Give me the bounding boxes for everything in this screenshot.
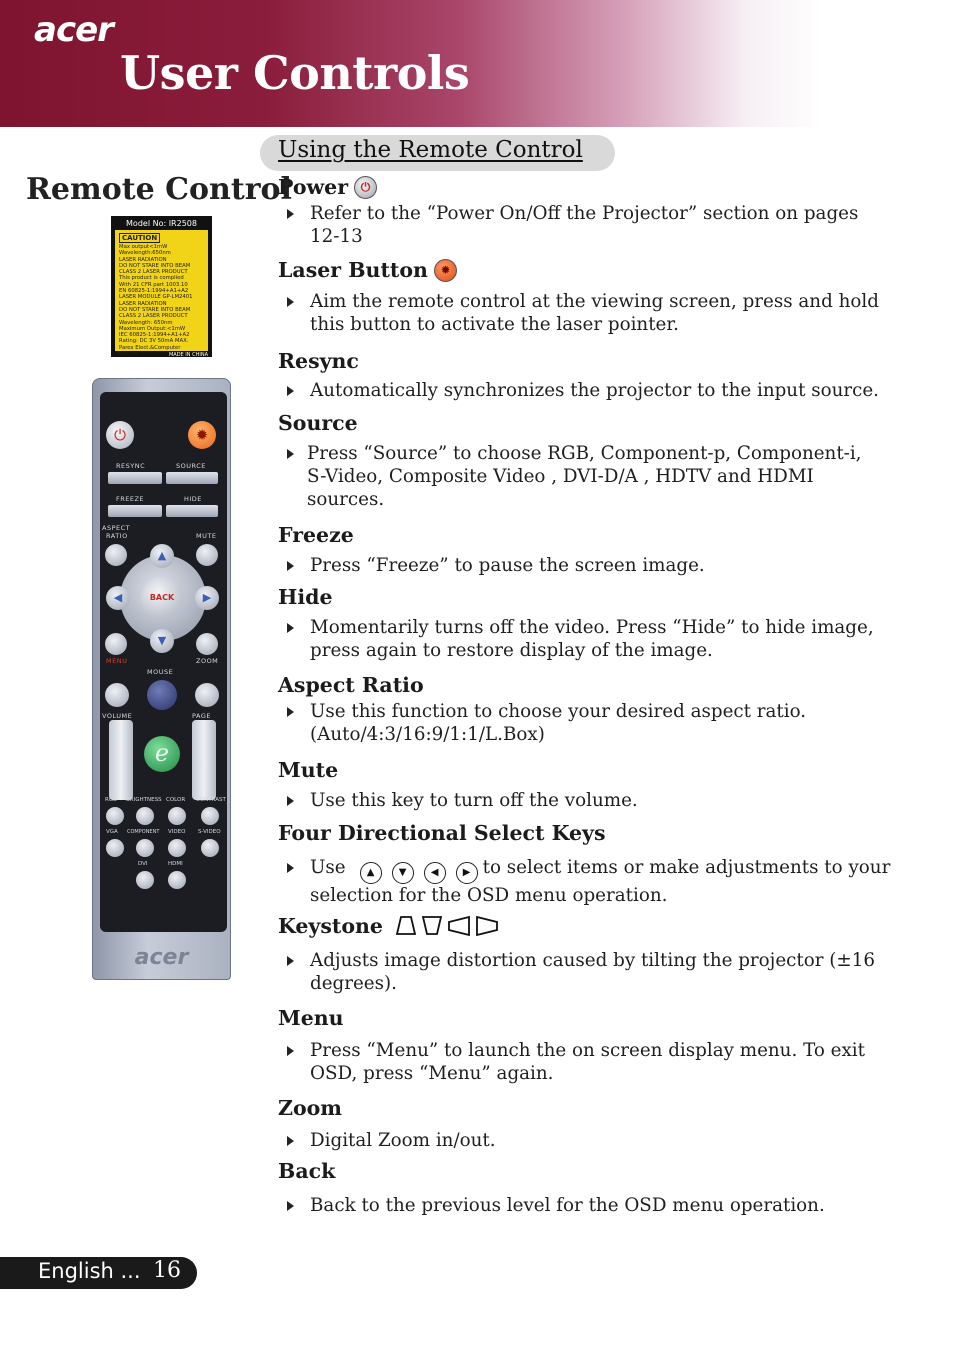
remote-svideo-button	[201, 839, 219, 857]
bullet-icon	[287, 561, 294, 571]
remote-resync-button	[108, 472, 162, 484]
item-description	[278, 202, 898, 248]
item-text: S-Video, Composite Video , DVI-D/A , HDTV and HDMI	[307, 466, 814, 487]
item-description	[278, 442, 898, 511]
remote-mute-label: MUTE	[196, 532, 217, 540]
section-tab	[260, 135, 615, 171]
remote-control-heading: Remote Control	[26, 172, 292, 207]
remote-freeze-label: FREEZE	[116, 495, 145, 503]
item-text: 12-13	[310, 226, 363, 247]
bullet-icon	[287, 297, 294, 307]
item-description	[278, 616, 898, 662]
label-line: Parex Elect.&Computer	[119, 344, 181, 351]
label-line: LASER RADIATION	[119, 300, 167, 307]
remote-ratio-label: RATIO	[106, 532, 128, 540]
remote-color-label: COLOR	[166, 797, 186, 803]
remote-empowering-key: e	[144, 736, 180, 772]
item-description	[278, 290, 898, 336]
bullet-icon	[287, 707, 294, 717]
item-power	[278, 172, 898, 248]
item-text: Adjusts image distortion caused by tilting the projector (±16	[310, 950, 876, 971]
remote-down-button: ▼	[150, 629, 174, 653]
item-text: OSD, press “Menu” again.	[310, 1063, 554, 1084]
item-text: Back to the previous level for the OSD menu operation.	[310, 1195, 825, 1216]
keystone-left-icon	[447, 916, 471, 936]
remote-dvi-label: DVI	[138, 861, 148, 867]
bullet-icon	[287, 796, 294, 806]
remote-source-button	[166, 472, 218, 484]
item-mute	[278, 755, 898, 812]
item-title-text: Resync	[278, 349, 359, 373]
item-title	[278, 1003, 898, 1033]
remote-brightness-button	[136, 807, 154, 825]
bullet-icon	[287, 209, 294, 219]
item-description	[278, 554, 898, 577]
item-source	[278, 408, 898, 511]
remote-page-label: PAGE	[192, 712, 211, 720]
item-description	[278, 949, 898, 995]
label-origin: MADE IN CHINA	[168, 352, 208, 358]
bullet-icon	[287, 1201, 294, 1211]
item-title-text: Menu	[278, 1006, 344, 1030]
bullet-icon	[287, 449, 294, 459]
item-text: (Auto/4:3/16:9/1:1/L.Box)	[310, 724, 545, 745]
left-arrow-icon: ◀	[424, 862, 446, 884]
remote-mouse-button	[147, 680, 177, 710]
label-line: CLASS 2 LASER PRODUCT	[119, 313, 188, 320]
label-line: Maximum Output:<1mW	[119, 325, 186, 332]
item-back	[278, 1156, 898, 1217]
item-text: to select items or make adjustments to your	[482, 857, 891, 878]
remote-rgb-button	[106, 807, 124, 825]
remote-mute-button	[196, 544, 218, 566]
label-line: Max output<1mW	[119, 244, 168, 250]
remote-vga-button	[106, 839, 124, 857]
remote-hdmi-button	[168, 871, 186, 889]
keystone-right-icon	[475, 916, 499, 936]
item-title	[278, 520, 898, 550]
bullet-icon	[287, 863, 294, 873]
remote-power-button: ⏻	[106, 421, 134, 449]
remote-mouse-right-button	[195, 683, 219, 707]
bullet-icon	[287, 1136, 294, 1146]
remote-zoom-label: ZOOM	[196, 657, 219, 665]
item-description	[278, 1039, 898, 1085]
remote-svideo-label: S-VIDEO	[198, 829, 221, 835]
item-text: Use this key to turn off the volume.	[310, 790, 638, 811]
bullet-icon	[287, 1046, 294, 1056]
item-title-text: Mute	[278, 758, 339, 782]
item-title-text: Keystone	[278, 914, 383, 938]
bullet-icon	[287, 956, 294, 966]
remote-acer-logo: acer	[134, 945, 189, 970]
item-hide	[278, 582, 898, 662]
remote-component-label: COMPONENT	[127, 829, 160, 835]
item-text: Press “Menu” to launch the on screen display menu. To exit	[310, 1040, 865, 1061]
remote-rgb-label: RGB	[105, 797, 117, 803]
item-text: Momentarily turns off the video. Press “Hide” to hide image,	[310, 617, 874, 638]
page-footer	[0, 1257, 197, 1289]
item-text: Digital Zoom in/out.	[310, 1130, 496, 1151]
right-arrow-icon: ▶	[456, 862, 478, 884]
label-line: EN 60825-1:1994+A1+A2	[119, 288, 189, 295]
remote-resync-label: RESYNC	[116, 462, 146, 470]
item-description	[278, 700, 898, 746]
item-keystone	[278, 911, 898, 995]
remote-contrast-label: CONTRAST	[196, 797, 226, 803]
item-title-text: Aspect Ratio	[278, 673, 424, 697]
item-title	[278, 346, 898, 376]
item-text: selection for the OSD menu operation.	[310, 885, 668, 906]
remote-dvi-button	[136, 871, 154, 889]
label-caution: CAUTION	[119, 233, 160, 243]
item-title-text: Laser Button	[278, 258, 428, 282]
page-header	[0, 0, 954, 127]
item-title-text: Power	[278, 175, 349, 199]
item-four-directional-keys	[278, 818, 898, 907]
remote-contrast-button	[201, 807, 219, 825]
label-line: CLASS 2 LASER PRODUCT	[119, 269, 188, 276]
item-laser-button	[278, 255, 898, 336]
page-title: User Controls	[120, 46, 470, 100]
keystone-top-icon	[395, 916, 417, 936]
remote-volume-label: VOLUME	[102, 712, 133, 720]
remote-page-rocker	[192, 720, 216, 800]
remote-zoom-button	[196, 633, 218, 655]
item-freeze	[278, 520, 898, 577]
item-description	[278, 1194, 898, 1217]
label-line: Wavelength:650nm	[119, 250, 171, 257]
item-text: Press “Source” to choose RGB, Component-p, Component-i,	[307, 443, 862, 464]
item-title	[278, 911, 898, 941]
item-description	[278, 1129, 898, 1152]
laser-icon: ✹	[434, 259, 457, 282]
item-title	[278, 1156, 898, 1186]
item-text: degrees).	[310, 973, 397, 994]
label-line: LASER MODULE GP-LM2401	[119, 294, 193, 301]
remote-back-button: BACK	[141, 577, 183, 619]
remote-menu-button	[105, 633, 127, 655]
label-line: This product is complied	[119, 275, 184, 282]
remote-video-label: VIDEO	[168, 829, 186, 835]
item-title-text: Freeze	[278, 523, 354, 547]
item-aspect-ratio	[278, 670, 898, 746]
label-line: IEC 60825-1:1994+A1+A2	[119, 332, 190, 339]
item-description	[278, 379, 898, 402]
remote-right-button: ▶	[195, 586, 219, 610]
down-arrow-icon: ▼	[392, 862, 414, 884]
item-text: Use	[310, 857, 346, 878]
item-text: this button to activate the laser pointer.	[310, 314, 679, 335]
remote-video-button	[168, 839, 186, 857]
remote-menu-label: MENU	[106, 657, 128, 665]
remote-volume-rocker	[109, 720, 133, 800]
remote-freeze-button	[108, 505, 162, 517]
label-line: Rating: DC 3V 50mA MAX.	[119, 338, 189, 345]
item-title-text: Hide	[278, 585, 333, 609]
item-text: Use this function to choose your desired aspect ratio.	[310, 701, 807, 722]
remote-left-button: ◀	[106, 586, 130, 610]
item-description	[278, 789, 898, 812]
remote-hide-label: HIDE	[184, 495, 202, 503]
item-title	[278, 172, 898, 202]
section-tab-label: Using the Remote Control	[278, 137, 583, 163]
remote-up-button: ▲	[150, 544, 174, 568]
bullet-icon	[287, 623, 294, 633]
item-zoom	[278, 1093, 898, 1152]
remote-laser-button: ✹	[188, 421, 216, 449]
item-title-text: Back	[278, 1159, 336, 1183]
item-text: sources.	[307, 489, 385, 510]
item-title-text: Zoom	[278, 1096, 343, 1120]
keystone-bottom-icon	[421, 916, 443, 936]
remote-hdmi-label: HDMI	[168, 861, 183, 867]
page-number: 16	[153, 1258, 181, 1283]
label-line: With 21 CFR part 1003.10	[119, 281, 188, 288]
item-text: Press “Freeze” to pause the screen image.	[310, 555, 705, 576]
label-line: CO.,Ltd	[119, 351, 139, 358]
item-title	[278, 1093, 898, 1123]
remote-mouse-label: MOUSE	[147, 668, 174, 676]
footer-language: English ...	[38, 1259, 141, 1283]
remote-mouse-left-button	[105, 683, 129, 707]
item-title	[278, 582, 898, 612]
caution-label	[111, 216, 212, 357]
remote-aspect-label: ASPECT	[102, 524, 131, 532]
item-title	[278, 755, 898, 785]
remote-brightness-label: BRIGHTNESS	[126, 797, 162, 803]
item-title-text: Source	[278, 411, 358, 435]
remote-component-button	[136, 839, 154, 857]
remote-color-button	[168, 807, 186, 825]
item-title	[278, 255, 898, 285]
label-model: Model No: IR2508	[126, 219, 197, 228]
keystone-icons	[395, 916, 499, 936]
item-text: press again to restore display of the image.	[310, 640, 713, 661]
remote-source-label: SOURCE	[176, 462, 206, 470]
acer-logo: acer	[34, 10, 113, 50]
item-menu	[278, 1003, 898, 1085]
item-text: Aim the remote control at the viewing screen, press and hold	[310, 291, 879, 312]
remote-aspect-button	[105, 544, 127, 566]
label-line: Wavelength: 650nm	[119, 319, 173, 326]
label-line: DO NOT STARE INTO BEAM	[119, 262, 191, 269]
item-title-text: Four Directional Select Keys	[278, 821, 606, 845]
label-line: LASER RADIATION	[119, 256, 167, 263]
label-line: DO NOT STARE INTO BEAM	[119, 306, 191, 313]
item-title	[278, 818, 898, 848]
up-arrow-icon: ▲	[360, 862, 382, 884]
item-description	[278, 856, 898, 907]
item-title	[278, 670, 898, 700]
remote-hide-button	[166, 505, 218, 517]
remote-vga-label: VGA	[106, 829, 118, 835]
item-title	[278, 408, 898, 438]
item-text: Automatically synchronizes the projector to the input source.	[310, 380, 879, 401]
bullet-icon	[287, 386, 294, 396]
power-icon: ⏻	[354, 176, 377, 199]
item-resync	[278, 346, 898, 402]
item-text: Refer to the “Power On/Off the Projector” section on pages	[310, 203, 859, 224]
